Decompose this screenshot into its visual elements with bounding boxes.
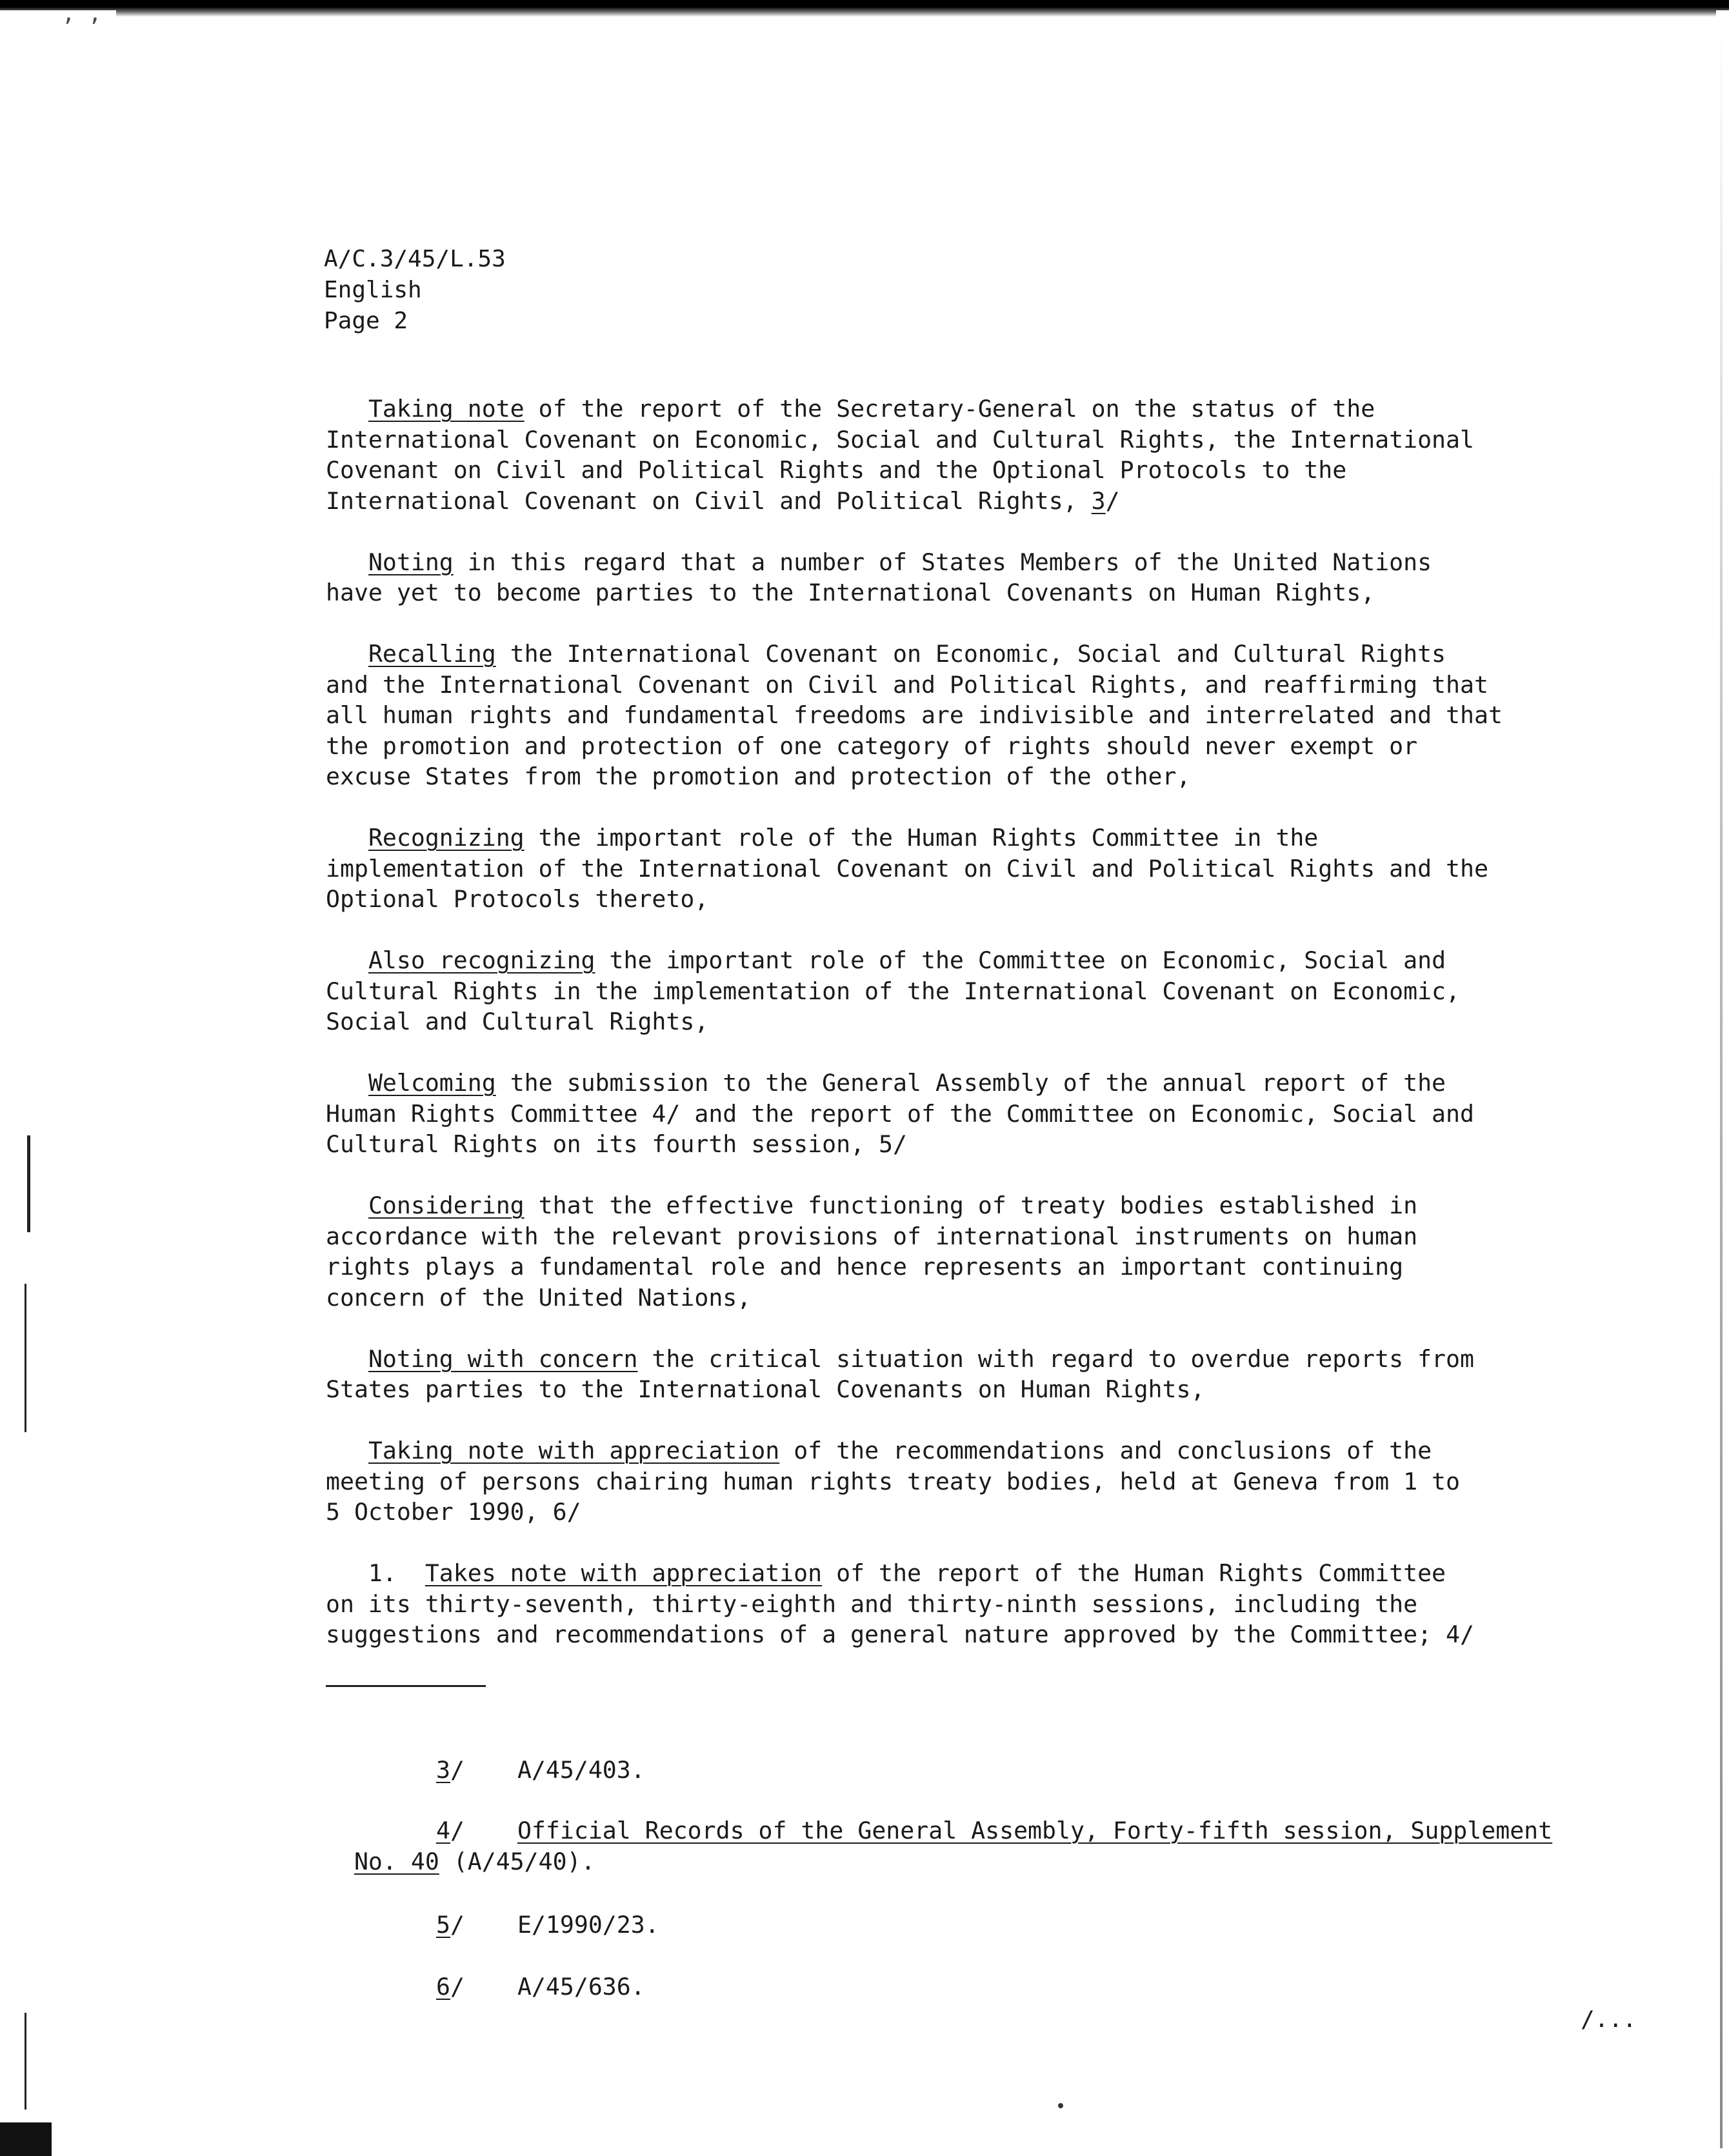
paragraph [326,1435,1648,1528]
paragraph-line [326,670,1648,701]
paragraph-line [326,884,1648,915]
paragraph-line [326,976,1648,1007]
footnote: 5/ E/1990/23. [435,1910,659,1939]
scan-top-shadow [116,10,1716,17]
paragraph-text: in this regard that a number of States Members of the United Nations [453,548,1432,576]
paragraph-text: excuse States from the promotion and protection of the other, [326,763,1191,790]
paragraph-lead: Taking note [368,395,525,423]
paragraph [326,547,1648,608]
paragraph-text: implementation of the International Covenant on Civil and Political Rights and the [326,854,1488,883]
paragraph-text: Cultural Rights on its fourth session, 5/ [326,1130,907,1158]
paragraph-lead: Taking note with appreciation [368,1437,780,1464]
paragraph-line [326,731,1648,762]
page-right-edge [1720,19,1723,2148]
footnote-cont-title: No. 40 [354,1847,439,1875]
paragraph-text: the International Covenant on Economic, Social and Cultural Rights [495,640,1446,668]
paragraph-text: of the report of the Human Rights Committee [822,1559,1446,1587]
paragraph-line [326,1006,1648,1037]
paragraph [326,639,1648,792]
footnote-text: E/1990/23. [517,1910,659,1939]
paragraph-lead: Welcoming [368,1069,496,1097]
paragraph-line [326,853,1648,884]
footnote-separator [326,1685,486,1687]
paragraph-text: Social and Cultural Rights, [326,1008,709,1035]
paragraph-line [326,1283,1648,1313]
paragraph-text: International Covenant on Economic, Social and Cultural Rights, the International [326,425,1474,454]
paragraph-line [326,1344,1648,1375]
paragraph-line [326,1099,1648,1130]
paragraph-text: Covenant on Civil and Political Rights and the Optional Protocols to the [326,456,1347,484]
footnote-text: A/45/403. [517,1755,645,1784]
paragraph-line [326,823,1648,853]
paragraph-line [326,945,1648,976]
scan-top-border [0,0,1729,10]
paragraph-line [326,1374,1648,1405]
paragraph-text: of the recommendations and conclusions of the [779,1437,1432,1464]
paragraph-text: the important role of the Human Rights Committee in the [524,824,1319,852]
paragraph [326,823,1648,915]
footnote: 6/ A/45/636. [435,1972,645,2001]
paragraph-line [326,1190,1648,1221]
paragraph-text: and the International Covenant on Civil and Political Rights, and reaffirming that [326,670,1488,699]
paragraph-text: States parties to the International Covenants on Human Rights, [326,1375,1205,1403]
footnote-text: A/45/636. [517,1972,645,2001]
paragraph-line [326,1068,1648,1099]
paragraph [326,1068,1648,1160]
paragraph-line [326,1129,1648,1160]
left-margin-mark [25,1284,26,1432]
paragraph [326,945,1648,1037]
paragraph [326,1558,1648,1650]
paragraph-line [326,424,1648,455]
paragraph-text: all human rights and fundamental freedoms are indivisible and interrelated and that [326,701,1503,729]
paragraph-text: concern of the United Nations, [326,1283,752,1312]
paragraph-text: of the report of the Secretary-General on the status of the [524,395,1375,423]
paragraph-line: International Covenant on Civil and Political Rights, 3/ [326,486,1120,515]
scan-bottom-mark [0,2122,52,2156]
footnote-marker: 3 [435,1755,450,1784]
paragraph-line [326,547,1648,578]
footnote-marker: 5 [435,1910,450,1939]
footnote: 4/ Official Records of the General Assembly, Forty-fifth session, Supplement [435,1816,1553,1844]
corner-scan-mark: ʼ ʼ [61,14,101,40]
paragraph-line [326,639,1648,670]
footnote-ref: 3 [1091,486,1106,515]
paragraph-line [326,1466,1648,1497]
paragraph [326,394,1648,516]
paragraph-lead: Considering [368,1192,525,1219]
footnote-cont-rest: (A/45/40). [439,1847,595,1875]
paragraph [326,1344,1648,1405]
paragraph-text: Human Rights Committee 4/ and the report of the Committee on Economic, Social and [326,1099,1474,1128]
left-margin-mark [25,2013,26,2110]
continuation-mark: /... [1581,2006,1637,2033]
paragraph-line [326,455,1648,486]
paragraph-lead: Also recognizing [368,946,595,974]
footnote: 3/ A/45/403. [435,1755,645,1784]
document-symbol: A/C.3/45/L.53 [324,246,506,272]
paragraph [326,1190,1648,1313]
paragraph-line [326,1435,1648,1466]
paragraph-text: Cultural Rights in the implementation of the International Covenant on Economic, [326,977,1460,1005]
paragraph-text: the promotion and protection of one category of rights should never exempt or [326,732,1418,760]
paragraph-text: the critical situation with regard to overdue reports from [637,1344,1474,1373]
paragraph-line [326,577,1648,608]
speck [1058,2103,1063,2108]
paragraph-line [326,1497,1648,1528]
paragraph-text: rights plays a fundamental role and hence represents an important continuing [326,1253,1404,1281]
paragraph-line [326,394,1648,424]
paragraph-lead: Recognizing [368,824,525,852]
paragraph-text: that the effective functioning of treaty bodies established in [524,1192,1418,1219]
document-language: English [324,277,422,303]
paragraph-line [326,761,1648,792]
paragraph-text: 5 October 1990, 6/ [326,1498,581,1526]
paragraph-line [326,1589,1648,1620]
paragraph-line [326,700,1648,731]
resolution-body [326,394,1648,1650]
page-number: Page 2 [324,308,408,334]
paragraph-text: on its thirty-seventh, thirty-eighth and thirty-ninth sessions, including the [326,1590,1418,1618]
paragraph-lead: Takes note with appreciation [425,1559,823,1587]
paragraph-text: suggestions and recommendations of a general nature approved by the Committee; 4/ [326,1621,1474,1648]
paragraph-lead: Noting [368,548,454,576]
paragraph-line [326,1252,1648,1283]
footnote-continuation [326,1815,595,1877]
paragraph-text: Optional Protocols thereto, [326,885,709,913]
paragraph-text: the important role of the Committee on Economic, Social and [595,946,1446,974]
paragraph-line: 1. Takes note with appreciation of the report of the Human Rights Committee [326,1559,1446,1587]
paragraph-lead: Noting with concern [368,1344,638,1373]
paragraph-line [326,1619,1648,1650]
left-margin-mark [27,1135,30,1232]
document-header [324,244,506,337]
paragraph-text: the submission to the General Assembly of the annual report of the [495,1069,1446,1097]
paragraph-line [326,1221,1648,1252]
footnote-marker: 6 [435,1972,450,2001]
footnote-text: Official Records of the General Assembly, Forty-fifth session, Supplement [517,1816,1553,1844]
paragraph-text: have yet to become parties to the International Covenants on Human Rights, [326,579,1375,606]
paragraph-text: meeting of persons chairing human rights treaty bodies, held at Geneva from 1 to [326,1467,1460,1495]
paragraph-text: International Covenant on Civil and Political Rights, [326,486,1092,515]
paragraph-text: accordance with the relevant provisions of international instruments on human [326,1222,1418,1250]
paragraph-lead: Recalling [368,640,496,668]
footnote-marker: 4 [435,1816,450,1844]
